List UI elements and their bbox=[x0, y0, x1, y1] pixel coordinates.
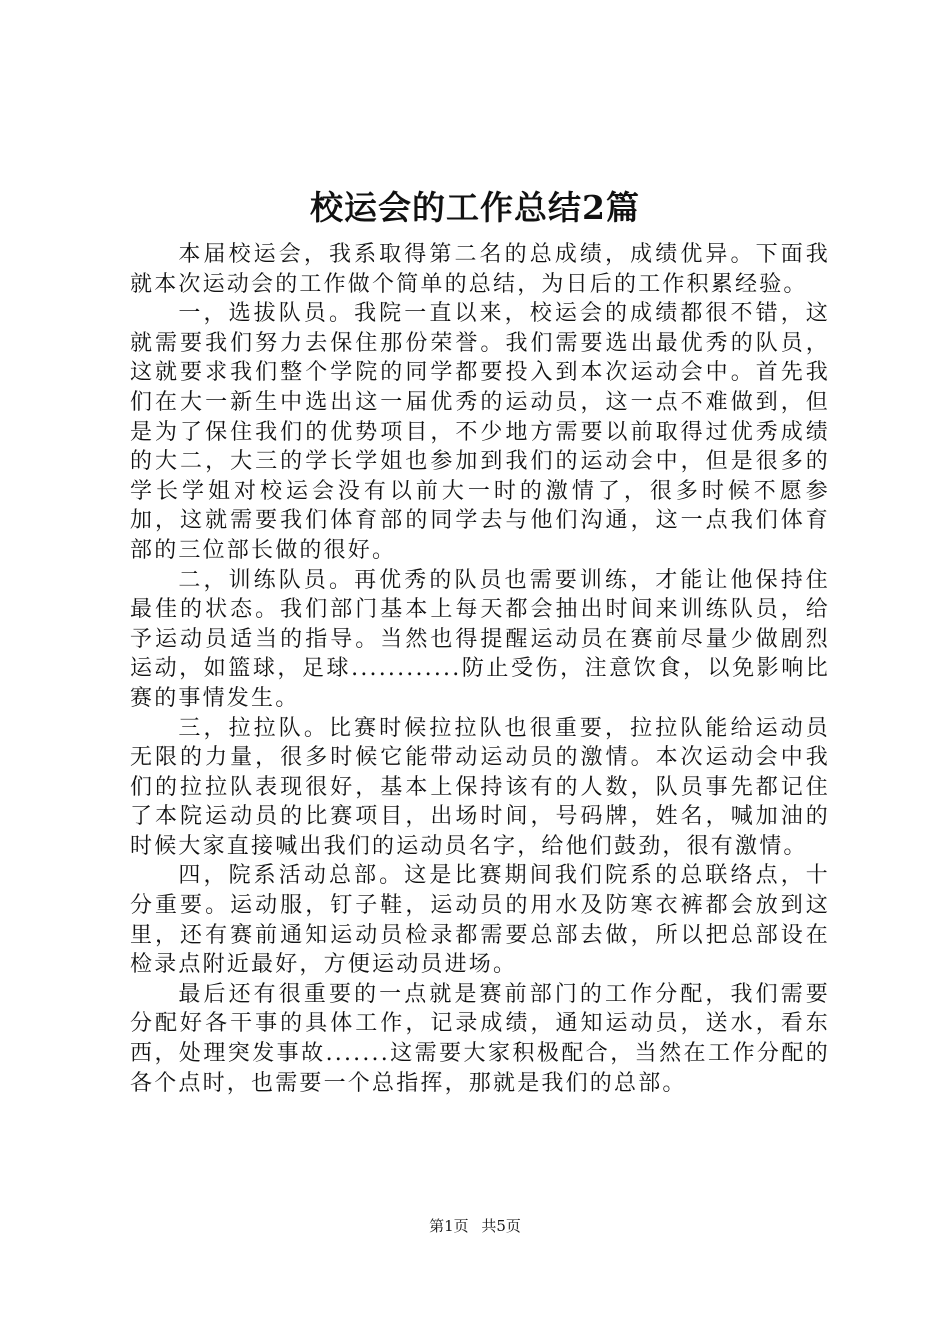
paragraph-training: 二，训练队员。再优秀的队员也需要训练，才能让他保持住最佳的状态。我们部门基本上每天都会抽出时间来训练队员，给予运动员适当的指导。当然也得提醒运动员在赛前尽量少做剧烈运动，如篮球，足球............防止受伤，注意饮食，以免影响比赛的事情发生。 bbox=[130, 567, 830, 711]
page-number-total: 共5页 bbox=[481, 1217, 521, 1235]
paragraph-intro: 本届校运会，我系取得第二名的总成绩，成绩优异。下面我就本次运动会的工作做个简单的总结，为日后的工作积累经验。 bbox=[130, 242, 830, 297]
paragraph-selection: 一，选拔队员。我院一直以来，校运会的成绩都很不错，这就需要我们努力去保住那份荣誉。我们需要选出最优秀的队员，这就要求我们整个学院的同学都要投入到本次运动会中。首先我们在大一新生中选出这一届优秀的运动员，这一点不难做到，但是为了保住我们的优势项目，不少地方需要以前取得过优秀成绩的大二，大三的学长学姐也参加到我们的运动会中，但是很多的学长学姐对校运会没有以前大一时的激情了，很多时候不愿参加，这就需要我们体育部的同学去与他们沟通，这一点我们体育部的三位部长做的很好。 bbox=[130, 301, 830, 563]
page-number-current: 第1页 bbox=[429, 1217, 469, 1235]
document-title: 校运会的工作总结2篇 bbox=[310, 188, 640, 227]
document-body bbox=[130, 240, 830, 1098]
paragraph-cheerleading: 三，拉拉队。比赛时候拉拉队也很重要，拉拉队能给运动员无限的力量，很多时候它能带动运动员的激情。本次运动会中我们的拉拉队表现很好，基本上保持该有的人数，队员事先都记住了本院运动员的比赛项目，出场时间，号码牌，姓名，喊加油的时候大家直接喊出我们的运动员名字，给他们鼓劲，很有激情。 bbox=[130, 715, 830, 859]
paragraph-headquarters: 四，院系活动总部。这是比赛期间我们院系的总联络点，十分重要。运动服，钉子鞋，运动员的用水及防寒衣裤都会放到这里，还有赛前通知运动员检录都需要总部去做，所以把总部设在检录点附近最好，方便运动员进场。 bbox=[130, 863, 830, 978]
paragraph-conclusion: 最后还有很重要的一点就是赛前部门的工作分配，我们需要分配好各干事的具体工作，记录成绩，通知运动员，送水，看东西，处理突发事故.......这需要大家积极配合，当然在工作分配的各个点时，也需要一个总指挥，那就是我们的总部。 bbox=[130, 981, 830, 1096]
page-footer bbox=[0, 1216, 950, 1236]
